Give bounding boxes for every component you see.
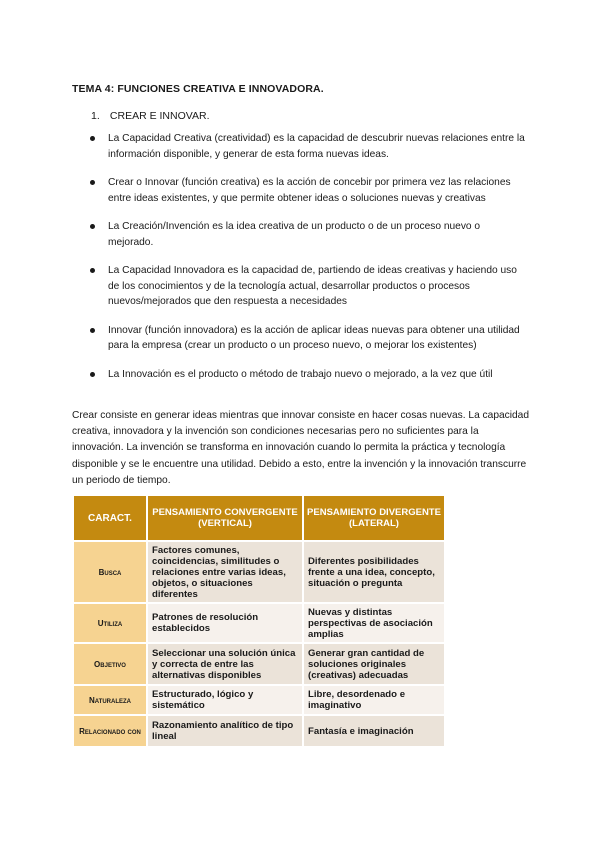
list-item: Innovar (función innovadora) es la acción de aplicar ideas nuevas para obtener una utilidad para la empresa (crear un producto o un proceso nuevo, o mejorar los existentes) xyxy=(88,323,528,354)
table-row xyxy=(73,541,445,603)
cell-convergente: Seleccionar una solución única y correcta de entre las alternativas disponibles xyxy=(147,643,303,685)
cell-convergente: Factores comunes, coincidencias, similitudes o relaciones entre varias ideas, objetos, o situaciones diferentes xyxy=(147,541,303,603)
table-row xyxy=(73,685,445,715)
comparison-table xyxy=(72,494,446,748)
header-caract: CARACT. xyxy=(73,495,147,541)
bullet-icon xyxy=(90,328,95,333)
cell-convergente: Razonamiento analítico de tipo lineal xyxy=(147,715,303,747)
list-item: La Capacidad Creativa (creatividad) es la capacidad de descubrir nuevas relaciones entre la información disponible, y generar de esta forma nuevas ideas. xyxy=(88,131,528,162)
document-title: TEMA 4: FUNCIONES CREATIVA E INNOVADORA. xyxy=(72,83,324,95)
cell-divergente: Generar gran cantidad de soluciones originales (creativas) adecuadas xyxy=(303,643,445,685)
list-item: Crear o Innovar (función creativa) es la acción de concebir por primera vez las relaciones entre ideas existentes, y que permite obtener ideas o soluciones nuevas y creativas xyxy=(88,175,528,206)
list-item: La Creación/Invención es la idea creativa de un producto o de un proceso nuevo o mejorado. xyxy=(88,219,528,250)
section-number: 1. xyxy=(91,110,100,122)
cell-convergente: Estructurado, lógico y sistemático xyxy=(147,685,303,715)
row-label: Utiliza xyxy=(73,603,147,643)
table-row xyxy=(73,643,445,685)
bullet-icon xyxy=(90,136,95,141)
table-row xyxy=(73,715,445,747)
definition-list xyxy=(88,131,528,395)
cell-divergente: Nuevas y distintas perspectivas de asociación amplias xyxy=(303,603,445,643)
body-paragraph: Crear consiste en generar ideas mientras que innovar consiste en hacer cosas nuevas. La capacidad creativa, innovadora y la invención son condiciones necesarias pero no suficientes para la innovación. La invención se transforma en innovación cuando lo permita la práctica y tecnología disponible y se le encuentre una utilidad. Debido a esto, entre la invención y la innovación transcurre un periodo de tiempo. xyxy=(72,410,530,486)
bullet-icon xyxy=(90,224,95,229)
table-header-row xyxy=(73,495,445,541)
bullet-icon xyxy=(90,372,95,377)
list-item: La Innovación es el producto o método de trabajo nuevo o mejorado, a la vez que útil xyxy=(88,367,528,383)
cell-divergente: Fantasía e imaginación xyxy=(303,715,445,747)
bullet-icon xyxy=(90,180,95,185)
bullet-icon xyxy=(90,268,95,273)
section-heading xyxy=(91,110,210,122)
cell-convergente: Patrones de resolución establecidos xyxy=(147,603,303,643)
row-label: Objetivo xyxy=(73,643,147,685)
header-convergente: PENSAMIENTO CONVERGENTE (VERTICAL) xyxy=(147,495,303,541)
section-label: CREAR E INNOVAR. xyxy=(109,110,210,122)
header-divergente: PENSAMIENTO DIVERGENTE (LATERAL) xyxy=(303,495,445,541)
cell-divergente: Diferentes posibilidades frente a una idea, concepto, situación o pregunta xyxy=(303,541,445,603)
table-row xyxy=(73,603,445,643)
row-label: Naturaleza xyxy=(73,685,147,715)
row-label: Relacionado con xyxy=(73,715,147,747)
cell-divergente: Libre, desordenado e imaginativo xyxy=(303,685,445,715)
list-item: La Capacidad Innovadora es la capacidad de, partiendo de ideas creativas y haciendo uso de los conocimientos y de la tecnología actual, desarrollar productos o procesos nuevos/mejorados que den respuesta a necesidades xyxy=(88,263,528,310)
row-label: Busca xyxy=(73,541,147,603)
